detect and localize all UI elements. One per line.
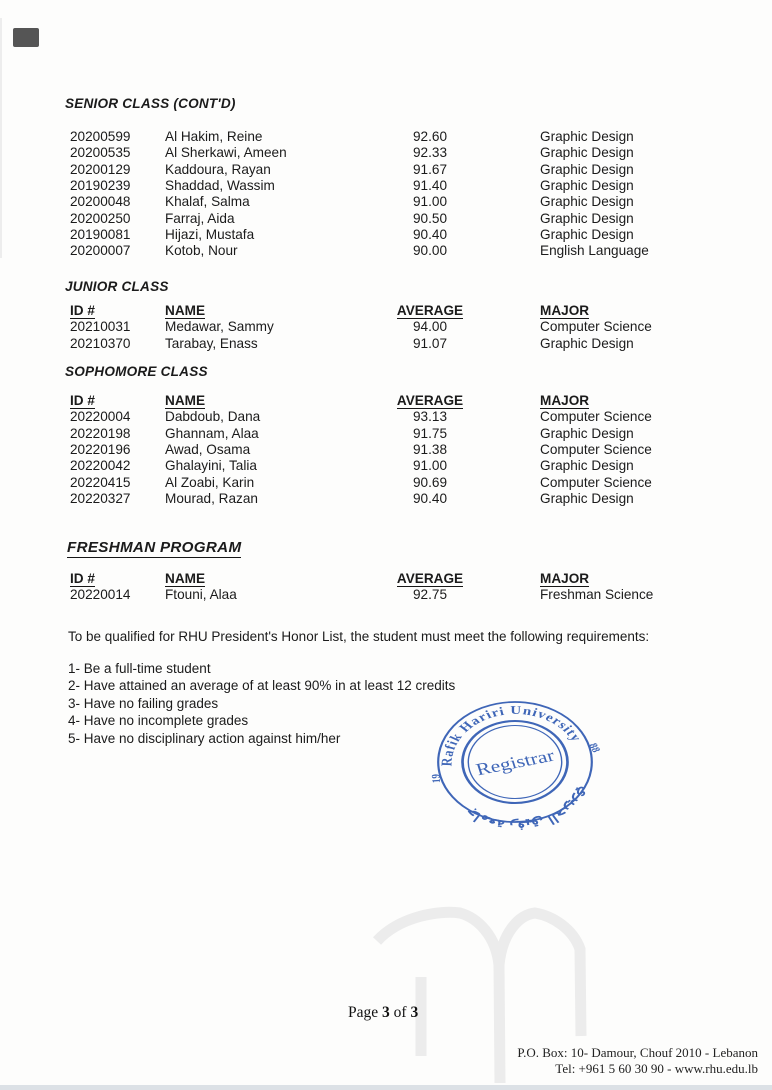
column-header-label: ID # [70, 393, 95, 408]
honor-list-table [0, 393, 772, 507]
student-major: Graphic Design [540, 491, 634, 507]
student-name: Al Sherkawi, Ameen [165, 145, 287, 161]
student-id: 20220014 [70, 587, 131, 603]
stamp-bottom-text-arabic: جامعة رفيق الحريري [462, 784, 595, 833]
qualification-requirements-list [68, 660, 455, 747]
student-name: Ftouni, Alaa [165, 587, 237, 603]
student-average: 92.75 [412, 587, 448, 603]
table-row [0, 458, 772, 474]
scan-bottom-edge [0, 1085, 772, 1090]
student-name: Awad, Osama [165, 442, 251, 458]
column-header-label: AVERAGE [396, 303, 464, 318]
student-average: 92.33 [412, 145, 448, 161]
column-header-id [70, 303, 165, 319]
table-row [0, 409, 772, 425]
table-header-row [0, 571, 772, 587]
student-average: 91.40 [412, 178, 448, 194]
section-title-text: FRESHMAN PROGRAM [67, 539, 242, 556]
qualification-intro: To be qualified for RHU President's Honor List, the student must meet the following requirements: [68, 629, 650, 644]
stamp-center-text: Registrar [473, 746, 557, 780]
section-title: SENIOR CLASS (CONT'D) [65, 96, 236, 111]
student-average: 91.00 [412, 458, 448, 474]
student-average: 94.00 [412, 319, 448, 335]
student-id: 20220415 [70, 474, 131, 490]
student-id: 20190239 [70, 178, 131, 194]
column-header-label: MAJOR [540, 303, 590, 318]
scan-mark [13, 28, 39, 47]
student-major: Computer Science [540, 474, 652, 490]
table-row [0, 243, 772, 259]
table-row [0, 129, 772, 145]
student-major: Graphic Design [540, 335, 634, 351]
student-id: 20200129 [70, 161, 131, 177]
column-header-label: NAME [165, 303, 206, 318]
honor-list-table [0, 129, 772, 260]
student-id: 20200599 [70, 129, 131, 144]
student-id: 20210370 [70, 335, 131, 351]
student-name: Kaddoura, Rayan [165, 161, 271, 177]
column-header-label: MAJOR [540, 393, 590, 408]
section-title: SOPHOMORE CLASS [65, 364, 208, 379]
table-row [0, 178, 772, 194]
column-header-label: MAJOR [540, 571, 590, 586]
column-header-major [495, 303, 742, 319]
stamp-top-text: Rafik Hariri University [438, 703, 586, 767]
column-header-id [70, 571, 165, 587]
table-row [0, 211, 772, 227]
page-word: Page [348, 1004, 379, 1021]
student-name: Mourad, Razan [165, 491, 258, 507]
student-average: 93.13 [412, 409, 448, 425]
student-average: 90.69 [412, 474, 448, 490]
contact-line: Tel: +961 5 60 30 90 - www.rhu.edu.lb [555, 1060, 758, 1076]
student-id: 20210031 [70, 319, 131, 335]
requirement-item: 5- Have no disciplinary action against him/her [68, 730, 341, 746]
table-row [0, 162, 772, 178]
stamp-year-left: 19 [430, 773, 444, 784]
honor-list-table [0, 571, 772, 604]
student-major: English Language [540, 243, 649, 259]
student-average: 91.75 [412, 425, 448, 441]
student-id: 20220198 [70, 425, 131, 441]
student-name: Hijazi, Mustafa [165, 227, 255, 243]
student-average: 90.40 [412, 227, 448, 243]
class-section [0, 364, 772, 507]
student-major: Graphic Design [540, 425, 634, 441]
requirement-item: 4- Have no incomplete grades [68, 713, 249, 729]
student-major: Freshman Science [540, 587, 654, 603]
student-average: 90.50 [412, 210, 448, 226]
column-header-name [165, 571, 365, 587]
student-name: Dabdoub, Dana [165, 409, 261, 425]
class-section [0, 279, 772, 352]
student-average: 91.07 [412, 335, 448, 351]
student-average: 91.67 [412, 161, 448, 177]
table-row [0, 426, 772, 442]
student-id: 20220327 [70, 491, 131, 507]
student-name: Al Zoabi, Karin [165, 474, 255, 490]
svg-text:جامعة رفيق الحريري [459, 782, 603, 835]
column-header-label: AVERAGE [396, 393, 464, 408]
student-id: 20200007 [70, 243, 131, 259]
column-header-avg [365, 393, 495, 409]
section-title: JUNIOR CLASS [65, 279, 169, 294]
column-header-major [495, 571, 742, 587]
column-header-avg [365, 571, 495, 587]
table-row [0, 442, 772, 458]
table-header-row [0, 303, 772, 319]
watermark-arch-right [499, 913, 581, 1036]
of-word: of [393, 1004, 407, 1021]
student-average: 92.60 [412, 129, 448, 144]
column-header-name [165, 303, 365, 319]
registrar-stamp [425, 690, 605, 835]
address-line: P.O. Box: 10- Damour, Chouf 2010 - Lebanon [517, 1045, 758, 1060]
table-row [0, 227, 772, 243]
stamp-year-right: 88 [585, 741, 602, 755]
student-id: 20200048 [70, 194, 131, 210]
student-name: Ghannam, Alaa [165, 425, 259, 441]
table-row [0, 475, 772, 491]
section-title [67, 538, 772, 557]
class-section [0, 538, 772, 604]
column-header-label: AVERAGE [396, 571, 464, 586]
table-row [0, 319, 772, 335]
student-name: Tarabay, Enass [165, 335, 258, 351]
student-average: 91.00 [412, 194, 448, 210]
requirement-item: 3- Have no failing grades [68, 695, 219, 711]
student-id: 20190081 [70, 227, 131, 243]
student-average: 90.00 [412, 243, 448, 259]
student-major: Computer Science [540, 319, 652, 335]
student-major: Graphic Design [540, 210, 634, 226]
student-major: Graphic Design [540, 129, 634, 144]
class-section [0, 96, 772, 260]
student-major: Graphic Design [540, 161, 634, 177]
student-name: Medawar, Sammy [165, 319, 274, 335]
table-row [0, 194, 772, 210]
student-name: Kotob, Nour [165, 243, 238, 259]
student-name: Farraj, Aida [165, 210, 235, 226]
student-average: 90.40 [412, 491, 448, 507]
table-header-row [0, 393, 772, 409]
page-number-label [348, 1004, 418, 1022]
page-total: 3 [410, 1004, 419, 1021]
column-header-avg [365, 303, 495, 319]
table-row [0, 491, 772, 507]
student-name: Al Hakim, Reine [165, 129, 263, 144]
student-name: Ghalayini, Talia [165, 458, 257, 474]
column-header-label: ID # [70, 571, 95, 586]
column-header-name [165, 393, 365, 409]
student-id: 20220042 [70, 458, 131, 474]
table-row [0, 587, 772, 603]
student-id: 20220004 [70, 409, 131, 425]
column-header-major [495, 393, 742, 409]
column-header-label: ID # [70, 303, 95, 318]
requirement-item: 2- Have attained an average of at least 90% in at least 12 credits [68, 678, 456, 694]
student-name: Khalaf, Salma [165, 194, 250, 210]
student-major: Graphic Design [540, 227, 634, 243]
requirement-item: 1- Be a full-time student [68, 661, 211, 676]
student-id: 20200250 [70, 210, 131, 226]
student-id: 20200535 [70, 145, 131, 161]
footer-address [517, 1045, 758, 1076]
student-average: 91.38 [412, 442, 448, 458]
column-header-id [70, 393, 165, 409]
student-id: 20220196 [70, 442, 131, 458]
student-major: Computer Science [540, 442, 652, 458]
table-row [0, 336, 772, 352]
page-number: 3 [382, 1004, 390, 1021]
student-major: Computer Science [540, 409, 652, 425]
watermark-arch-left [377, 912, 500, 1083]
table-row [0, 145, 772, 161]
honor-list-table [0, 303, 772, 352]
column-header-label: NAME [165, 571, 206, 586]
student-major: Graphic Design [540, 458, 634, 474]
student-major: Graphic Design [540, 145, 634, 161]
column-header-label: NAME [165, 393, 206, 408]
student-major: Graphic Design [540, 194, 634, 210]
student-name: Shaddad, Wassim [165, 178, 275, 194]
student-major: Graphic Design [540, 178, 634, 194]
